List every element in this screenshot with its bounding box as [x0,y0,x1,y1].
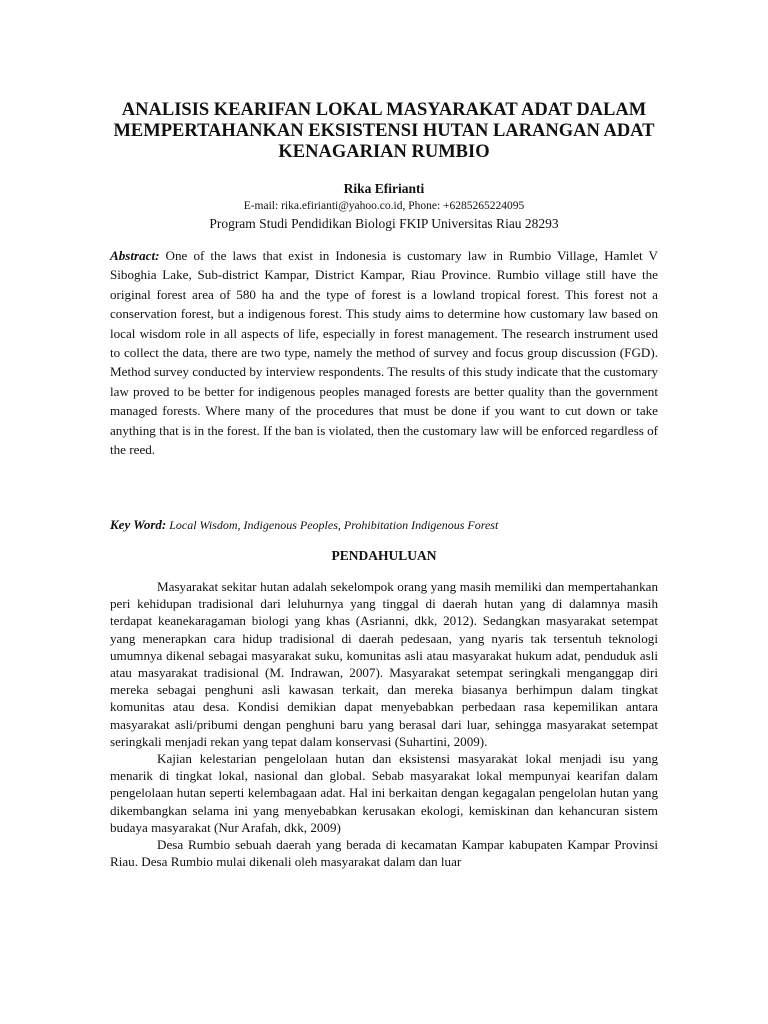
abstract-label: Abstract: [110,248,160,263]
body-text [110,578,658,870]
author-name: Rika Efirianti [343,181,425,196]
author-contact: E-mail: rika.efirianti@yahoo.co.id, Phone: +6285265224095 [243,200,525,212]
keywords-text: Local Wisdom, Indigenous Peoples, Prohibitation Indigenous Forest [169,518,499,532]
abstract-text: One of the laws that exist in Indonesia is customary law in Rumbio Village, Hamlet V Siboghia Lake, Sub-district Kampar, District Kampar, Riau Province. Rumbio village still have the original forest area of 580 ha and the type of forest is a lowland tropical forest. This forest not a conservation forest, but a indigenous forest. This study aims to determine how customary law based on local wisdom role in all aspects of life, especially in forest management. The research instrument used to collect the data, there are two type, namely the method of survey and focus group discussion (FGD). Method survey conducted by interview respondents. The results of this study indicate that the customary law proved to be better for indigenous peoples managed forests are better quality than the government managed forests. Where many of the procedures that must be done if you want to cut down or take anything that is in the forest. If the ban is violated, then the customary law will be enforced regardless of the reed. [110,248,658,458]
paper-title [100,100,668,163]
paragraph: Kajian kelestarian pengelolaan hutan dan eksistensi masyarakat lokal menjadi isu yang menarik di tingkat lokal, nasional dan global. Sebab masyarakat lokal mempunyai kearifan dalam pengelolaan hutan seperti kelembagaan adat. Hal ini berkaitan dengan kegagalan pengelolan hutan yang dikembangkan selama ini yang menyebabkan kerusakan ekologi, kemiskinan dan kehancuran sistem budaya masyarakat (Nur Arafah, dkk, 2009) [110,751,658,835]
abstract [110,246,658,459]
title-line: MEMPERTAHANKAN EKSISTENSI HUTAN LARANGAN ADAT [113,121,655,141]
keywords [110,517,658,533]
paragraph: Masyarakat sekitar hutan adalah sekelompok orang yang masih memiliki dan mempertahankan peri kehidupan tradisional dari leluhurnya yang tinggal di daerah hutan yang di dalamnya masih terdapat keanekaragaman biologi yang khas (Asrianni, dkk, 2012). Sedangkan masyarakat setempat yang menerapkan cara hidup tradisional di daerah pedesaan, yang nyaris tak tersentuh teknologi umumnya dikenal sebagai masyarakat suku, komunitas asli atau masyarakat hukum adat, penduduk asli atau masyarakat tradisional (M. Indrawan, 2007). Masyarakat setempat seringkali menganggap diri mereka sebagai penghuni asli kawasan terkait, dan mereka biasanya berhimpun dalam tingkat komunitas atau desa. Kondisi demikian dapat menyebabkan perbedaan rasa kepemilikan antara masyarakat asli/pribumi dengan penghuni baru yang berasal dari luar, sehingga masyarakat setempat seringkali menjadi rekan yang tepat dalam konservasi (Suhartini, 2009). [110,579,658,749]
title-line: KENAGARIAN RUMBIO [278,142,490,162]
section-heading: PENDAHULUAN [331,548,437,563]
paragraph: Desa Rumbio sebuah daerah yang berada di kecamatan Kampar kabupaten Kampar Provinsi Riau. Desa Rumbio mulai dikenali oleh masyarakat dalam dan luar [110,837,658,870]
keywords-label: Key Word: [110,517,167,532]
author-affiliation: Program Studi Pendidikan Biologi FKIP Universitas Riau 28293 [209,216,559,231]
title-line: ANALISIS KEARIFAN LOKAL MASYARAKAT ADAT DALAM [121,100,647,120]
